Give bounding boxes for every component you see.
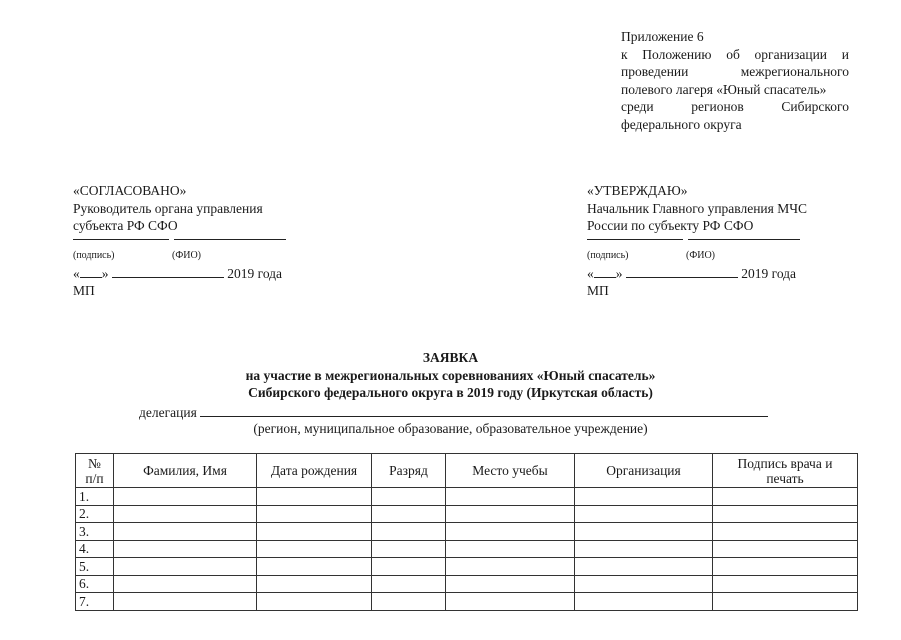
approve-name-line <box>688 239 800 240</box>
appendix-word: организации <box>754 46 828 62</box>
table-cell <box>372 575 446 593</box>
approve-date-close-quote: » <box>615 266 623 281</box>
table-row <box>76 523 858 541</box>
agreed-stamp: МП <box>73 283 95 298</box>
table-cell <box>114 558 257 576</box>
table-cell <box>713 540 858 558</box>
appendix-line <box>621 46 849 64</box>
table-cell <box>372 523 446 541</box>
table-cell <box>446 488 575 506</box>
table-cell <box>372 488 446 506</box>
appendix-line <box>621 63 849 81</box>
table-header-text: Место учебы <box>472 463 548 478</box>
table-cell <box>446 540 575 558</box>
table-cell <box>257 558 372 576</box>
approve-year: 2019 года <box>741 266 797 281</box>
appendix-word: федерального округа <box>621 116 742 132</box>
appendix-line <box>621 116 849 134</box>
delegation-fill-line <box>200 404 768 417</box>
table-header-cell <box>257 454 372 488</box>
approve-stamp: МП <box>587 283 609 298</box>
table-header-cell <box>575 454 713 488</box>
table-header-cell <box>446 454 575 488</box>
table-cell <box>713 593 858 611</box>
table-row <box>76 488 858 506</box>
table-row <box>76 593 858 611</box>
table-cell <box>575 488 713 506</box>
appendix-word: Сибирского <box>781 99 849 114</box>
table-header-cell <box>114 454 257 488</box>
table-cell <box>446 523 575 541</box>
table-cell <box>257 523 372 541</box>
table-cell <box>372 593 446 611</box>
application-title-block <box>0 349 901 402</box>
approve-name-label: (ФИО) <box>686 250 716 261</box>
table-header-text: п/п <box>85 470 104 486</box>
table-cell <box>257 575 372 593</box>
agreed-position-line1: Руководитель органа управления <box>73 200 263 216</box>
agreed-month-line <box>112 265 224 278</box>
appendix-word: Положению <box>642 46 712 62</box>
delegation-hint: (регион, муниципальное образование, образовательное учреждение) <box>253 421 648 436</box>
appendix-word: к <box>621 46 628 62</box>
table-cell <box>575 540 713 558</box>
appendix-word: и <box>841 46 849 62</box>
table-cell <box>257 505 372 523</box>
table-header-text: Дата рождения <box>270 463 358 478</box>
agreed-name-line <box>174 239 286 240</box>
table-cell <box>575 505 713 523</box>
table-row <box>76 505 858 523</box>
table-cell <box>114 523 257 541</box>
row-number-cell: 3. <box>76 523 114 541</box>
table-cell <box>257 488 372 506</box>
table-cell <box>713 575 858 593</box>
table-cell <box>257 593 372 611</box>
approve-signature-line <box>587 239 683 240</box>
table-header-text: Подпись врача и <box>737 455 833 471</box>
table-cell <box>446 558 575 576</box>
approve-date-open-quote: « <box>587 266 594 281</box>
row-number-cell: 2. <box>76 505 114 523</box>
application-title: ЗАЯВКА <box>422 350 479 365</box>
table-cell <box>575 523 713 541</box>
appendix-word: среди <box>621 99 654 114</box>
row-number-cell: 5. <box>76 558 114 576</box>
table-header-text: Фамилия, Имя <box>143 463 227 478</box>
appendix-word: межрегионального <box>740 64 849 79</box>
table-header-cell <box>713 454 858 488</box>
table-cell <box>114 575 257 593</box>
table-cell <box>575 575 713 593</box>
approve-date-row <box>587 265 796 283</box>
application-subtitle-line2: Сибирского федерального округа в 2019 году (Иркутская область) <box>248 385 653 400</box>
row-number-cell: 6. <box>76 575 114 593</box>
row-number-cell: 7. <box>76 593 114 611</box>
appendix-title: Приложение 6 <box>621 29 704 44</box>
participants-table <box>75 453 858 611</box>
table-cell <box>446 593 575 611</box>
approve-month-line <box>626 265 738 278</box>
agreed-position-line2: субъекта РФ СФО <box>73 218 178 233</box>
table-body <box>76 488 858 611</box>
approve-position-line1: Начальник Главного управления МЧС <box>587 200 808 216</box>
table-cell <box>372 558 446 576</box>
table-row <box>76 575 858 593</box>
table-cell <box>713 558 858 576</box>
table-cell <box>372 540 446 558</box>
approve-heading: «УТВЕРЖДАЮ» <box>587 183 688 198</box>
table-cell <box>713 488 858 506</box>
table-cell <box>575 558 713 576</box>
delegation-row <box>139 404 768 421</box>
approve-position-line2: России по субъекту РФ СФО <box>587 218 754 233</box>
table-header-text: Организация <box>606 463 681 478</box>
appendix-line <box>621 81 849 99</box>
table-header-cell <box>76 454 114 488</box>
agreed-heading: «СОГЛАСОВАНО» <box>73 183 187 198</box>
table-cell <box>372 505 446 523</box>
table-cell <box>713 523 858 541</box>
agreed-day-line <box>80 265 102 278</box>
table-header-text: печать <box>766 470 804 486</box>
approve-sign-label: (подпись) <box>587 250 629 261</box>
appendix-word: об <box>726 46 740 62</box>
agreed-name-label: (ФИО) <box>172 250 202 261</box>
table-header-text: Разряд <box>389 463 428 478</box>
agreed-date-row <box>73 265 282 283</box>
agreed-year: 2019 года <box>227 266 283 281</box>
approve-day-line <box>594 265 616 278</box>
table-header-cell <box>372 454 446 488</box>
agreed-date-open-quote: « <box>73 266 80 281</box>
agreed-sign-label: (подпись) <box>73 250 115 261</box>
application-subtitle-line1: на участие в межрегиональных соревнованиях «Юный спасатель» <box>245 367 656 383</box>
table-header-row <box>76 454 858 488</box>
table-cell <box>114 505 257 523</box>
row-number-cell: 4. <box>76 540 114 558</box>
approve-signature-block <box>587 182 807 235</box>
table-header-text: № <box>88 455 101 471</box>
table-cell <box>114 488 257 506</box>
appendix-word: проведении <box>621 64 689 79</box>
table-row <box>76 558 858 576</box>
table-cell <box>257 540 372 558</box>
appendix-word: регионов <box>691 99 744 114</box>
table-row <box>76 540 858 558</box>
table-cell <box>114 593 257 611</box>
table-cell <box>713 505 858 523</box>
table-cell <box>446 505 575 523</box>
appendix-line <box>621 98 849 116</box>
appendix-word: полевого лагеря «Юный спасатель» <box>621 81 827 97</box>
delegation-label: делегация <box>139 405 197 420</box>
agreed-signature-block <box>73 182 263 235</box>
table-cell <box>446 575 575 593</box>
appendix-block <box>621 28 849 133</box>
table-cell <box>114 540 257 558</box>
table-cell <box>575 593 713 611</box>
agreed-signature-line <box>73 239 169 240</box>
row-number-cell: 1. <box>76 488 114 506</box>
agreed-date-close-quote: » <box>101 266 109 281</box>
